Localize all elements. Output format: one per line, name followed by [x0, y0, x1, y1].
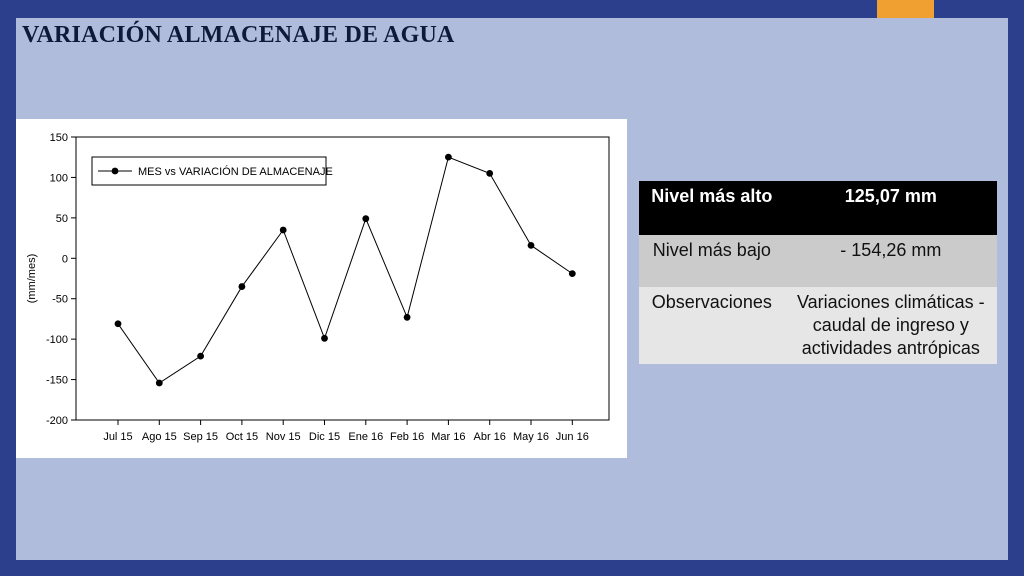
x-tick-label: Abr 16: [473, 431, 506, 443]
legend-marker: [112, 168, 119, 175]
data-point: [445, 154, 452, 161]
y-tick-label: 0: [61, 253, 68, 266]
table-cell-label: Nivel más alto: [639, 181, 785, 235]
table-cell-label: Observaciones: [639, 287, 785, 364]
line-chart: [16, 119, 627, 458]
x-tick-label: Mar 16: [431, 431, 466, 443]
data-point: [362, 215, 369, 222]
series-line: [118, 157, 572, 383]
data-point: [156, 380, 163, 387]
x-tick-label: Nov 15: [265, 431, 301, 443]
data-point: [115, 320, 122, 327]
data-point: [569, 270, 576, 277]
legend-label: MES vs VARIACIÓN DE ALMACENAJE: [138, 166, 333, 178]
table-cell-value: Variaciones climáticas - caudal de ingreso y actividades antrópicas: [785, 287, 997, 364]
y-tick-label: -200: [45, 415, 68, 427]
x-tick-label: Feb 16: [389, 431, 425, 443]
table-cell-label: Nivel más bajo: [639, 235, 785, 287]
data-point: [404, 314, 411, 321]
y-tick-label: -50: [52, 293, 68, 306]
x-tick-label: Dic 15: [308, 431, 341, 443]
accent-bar: [877, 0, 934, 18]
table-row: [639, 181, 997, 235]
table-row: [639, 235, 997, 287]
table-cell-value: 125,07 mm: [785, 181, 997, 235]
data-point: [321, 335, 328, 342]
y-axis-label: (mm/mes): [26, 253, 38, 304]
data-point: [486, 170, 493, 177]
chart-container: [16, 119, 627, 458]
summary-table: [639, 181, 997, 364]
y-tick-label: 150: [49, 132, 68, 144]
x-tick-label: May 16: [512, 431, 550, 443]
table-cell-value: - 154,26 mm: [785, 235, 997, 287]
data-point: [197, 353, 204, 360]
table-row: [639, 287, 997, 364]
x-tick-label: Sep 15: [183, 431, 219, 443]
y-tick-label: -150: [45, 374, 68, 387]
data-point: [280, 227, 287, 234]
y-tick-label: 50: [55, 212, 68, 225]
data-point: [239, 283, 246, 290]
x-tick-label: Jun 16: [555, 431, 589, 443]
x-tick-label: Ago 15: [141, 431, 177, 443]
x-tick-label: Oct 15: [225, 431, 259, 443]
y-tick-label: 100: [49, 172, 68, 185]
y-tick-label: -100: [45, 334, 68, 347]
slide-title: VARIACIÓN ALMACENAJE DE AGUA: [22, 22, 455, 48]
data-point: [528, 242, 535, 249]
x-tick-label: Jul 15: [103, 431, 133, 443]
x-tick-label: Ene 16: [348, 431, 384, 443]
